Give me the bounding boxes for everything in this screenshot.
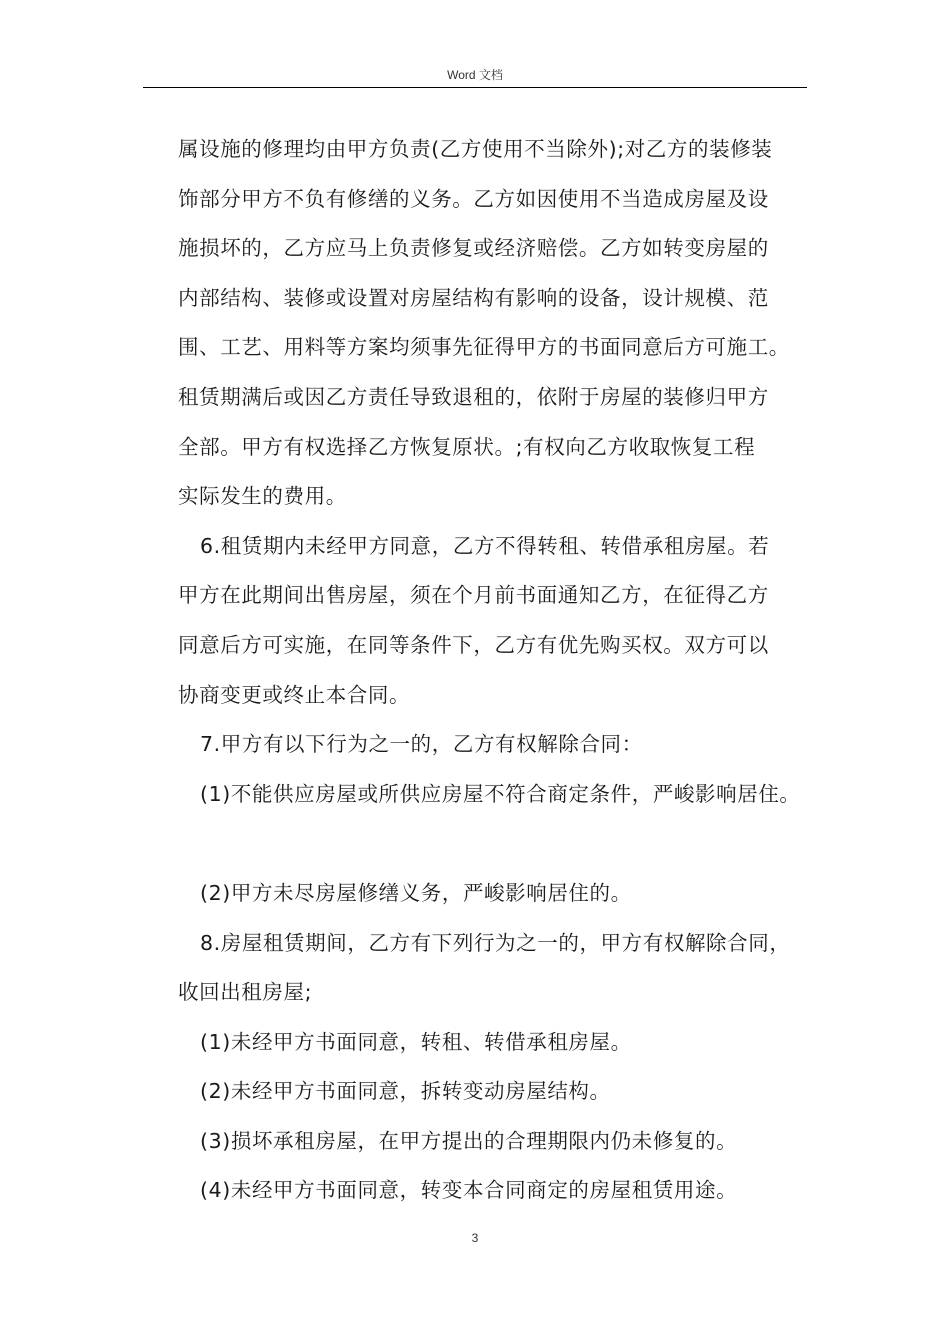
- clause-7-line: 7.甲方有以下行为之一的，乙方有权解除合同：: [200, 732, 643, 757]
- paragraph-line: 内部结构、装修或设置对房屋结构有影响的设备，设计规模、范: [178, 285, 769, 310]
- paragraph-line: 全部。甲方有权选择乙方恢复原状。;有权向乙方收取恢复工程: [178, 434, 756, 459]
- paragraph-line: 施损坏的，乙方应马上负责修复或经济赔偿。乙方如转变房屋的: [178, 236, 769, 261]
- paragraph-line: 属设施的修理均由甲方负责(乙方使用不当除外);对乙方的装修装: [178, 137, 773, 161]
- clause-8-item-3: (3)损坏承租房屋，在甲方提出的合理期限内仍未修复的。: [200, 1128, 738, 1153]
- clause-8-item-1: (1)未经甲方书面同意，转租、转借承租房屋。: [200, 1029, 632, 1054]
- paragraph-line: 租赁期满后或因乙方责任导致退租的，依附于房屋的装修归甲方: [178, 384, 769, 409]
- paragraph-line: 甲方在此期间出售房屋，须在个月前书面通知乙方，在征得乙方: [178, 583, 769, 608]
- paragraph-line: 同意后方可实施，在同等条件下，乙方有优先购买权。双方可以: [178, 632, 769, 657]
- paragraph-line: 收回出租房屋;: [178, 980, 313, 1005]
- paragraph-line: 饰部分甲方不负有修缮的义务。乙方如因使用不当造成房屋及设: [178, 186, 769, 211]
- paragraph-line: 围、工艺、用料等方案均须事先征得甲方的书面同意后方可施工。: [178, 335, 790, 360]
- clause-7-item-2: (2)甲方未尽房屋修缮义务，严峻影响居住的。: [200, 880, 632, 905]
- blank-line: [178, 819, 818, 869]
- clause-8-line: 8.房屋租赁期间，乙方有下列行为之一的，甲方有权解除合同，: [200, 930, 791, 955]
- header-divider: [143, 87, 807, 88]
- page-header: Word 文档: [447, 68, 503, 82]
- document-body: [178, 125, 818, 1216]
- clause-7-item-1: (1)不能供应房屋或所供应房屋不符合商定条件，严峻影响居住。: [200, 781, 801, 806]
- page-number: 3: [471, 1231, 479, 1245]
- clause-6-line: 6.租赁期内未经甲方同意，乙方不得转租、转借承租房屋。若: [200, 533, 770, 558]
- paragraph-line: 实际发生的费用。: [178, 484, 347, 509]
- paragraph-line: 协商变更或终止本合同。: [178, 682, 411, 707]
- clause-8-item-2: (2)未经甲方书面同意，拆转变动房屋结构。: [200, 1079, 611, 1104]
- clause-8-item-4: (4)未经甲方书面同意，转变本合同商定的房屋租赁用途。: [200, 1178, 738, 1203]
